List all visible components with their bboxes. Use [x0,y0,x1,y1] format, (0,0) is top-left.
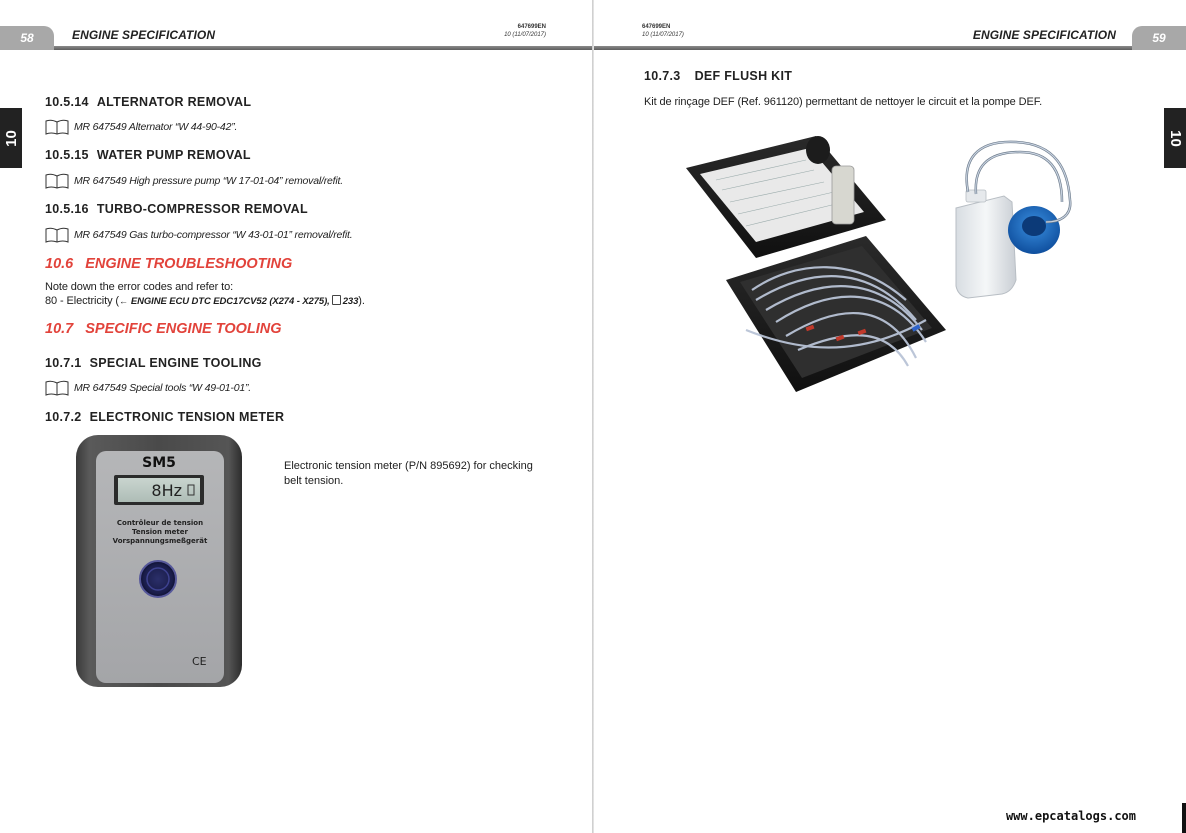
arrow-left-icon: ← [119,296,128,306]
manual-reference [45,173,343,189]
section-number: 10.7 [45,321,74,337]
ref-separator: , [327,296,330,307]
def-flush-kit-image [686,130,1086,405]
section-heading-special-tooling [45,356,262,370]
section-title: SPECIAL ENGINE TOOLING [89,356,262,370]
ecu-dtc-link[interactable]: ENGINE ECU DTC EDC17CV52 (X274 - X275) [130,296,328,307]
doc-code: 647699EN [642,24,671,30]
reference-text: MR 647549 Alternator “W 44-90-42”. [74,121,238,133]
chapter-tab-label: 10 [1166,129,1184,147]
section-number: 10.5.16 [45,202,89,216]
ce-mark: CE [192,655,207,668]
section-title: ELECTRONIC TENSION METER [89,410,285,424]
section-number: 10.7.3 [644,69,681,83]
book-icon [45,380,69,396]
section-number: 10.7.1 [45,356,82,370]
section-title: DEF FLUSH KIT [694,69,793,83]
def-flush-description: Kit de rinçage DEF (Ref. 961120) permettant de nettoyer le circuit et la pompe DEF. [644,96,1043,108]
section-title: ALTERNATOR REMOVAL [96,95,252,109]
doc-code: 647699EN [517,24,546,30]
chapter-tab [0,108,22,168]
device-display: 8Hz [151,481,182,500]
device-labels [96,519,224,546]
header-rule [594,46,1186,50]
troubleshooting-reference [45,294,365,309]
manual-reference [45,227,352,243]
header-title: ENGINE SPECIFICATION [972,28,1116,42]
ref-suffix: ). [358,295,365,307]
tension-meter-caption [284,459,564,489]
book-icon [45,119,69,135]
page-number: 58 [0,26,54,50]
section-heading-def-flush [644,69,792,83]
device-brand: SM5 [142,455,176,471]
doc-reference [642,23,684,39]
ref-prefix: 80 - Electricity ( [45,295,119,307]
page-number: 59 [1132,26,1186,50]
right-page [594,0,1186,833]
tension-meter-image [74,433,244,689]
header-title: ENGINE SPECIFICATION [72,28,216,42]
doc-date: 10 (11/07/2017) [642,32,684,38]
section-number: 10.5.15 [45,148,89,162]
manual-reference [45,380,251,396]
manual-reference [45,119,237,135]
label-fr: Contrôleur de tension [116,519,204,527]
section-title: ENGINE TROUBLESHOOTING [85,256,293,272]
caption-line: Electronic tension meter (P/N 895692) for checking [284,460,533,472]
section-number: 10.6 [45,256,74,272]
label-de: Vorspannungsmeßgerät [112,537,208,545]
left-page-header [0,20,593,50]
troubleshooting-note: Note down the error codes and refer to: [45,281,234,293]
edge-bar [1182,803,1186,833]
label-en: Tension meter [132,528,188,536]
doc-reference [500,23,546,39]
tension-meter-illustration [74,433,244,689]
page-ref[interactable]: 233 [342,296,359,307]
caption-line: belt tension. [284,475,344,487]
right-page-header [594,20,1186,50]
section-heading-alternator [45,95,251,109]
book-icon [45,227,69,243]
reference-text: MR 647549 High pressure pump “W 17-01-04” removal/refit. [74,175,343,187]
book-icon [45,173,69,189]
def-flush-kit-illustration [686,130,1086,405]
chapter-tab [1164,108,1186,168]
section-heading-water-pump [45,148,251,162]
section-heading-turbo [45,202,308,216]
section-title: SPECIFIC ENGINE TOOLING [85,321,282,337]
section-title: TURBO-COMPRESSOR REMOVAL [96,202,308,216]
reference-text: MR 647549 Special tools “W 49-01-01”. [74,382,252,394]
page-icon [332,295,341,305]
doc-date: 10 (11/07/2017) [504,32,546,38]
header-rule [0,46,593,50]
section-title: WATER PUMP REMOVAL [96,148,251,162]
section-number: 10.5.14 [45,95,89,109]
chapter-tab-label: 10 [2,129,20,147]
section-heading-tension-meter [45,410,284,424]
reference-text: MR 647549 Gas turbo-compressor “W 43-01-01” removal/refit. [74,229,353,241]
section-number: 10.7.2 [45,410,82,424]
section-heading-tooling [45,321,282,337]
section-heading-troubleshooting [45,256,292,272]
watermark: www.epcatalogs.com [1005,809,1136,823]
